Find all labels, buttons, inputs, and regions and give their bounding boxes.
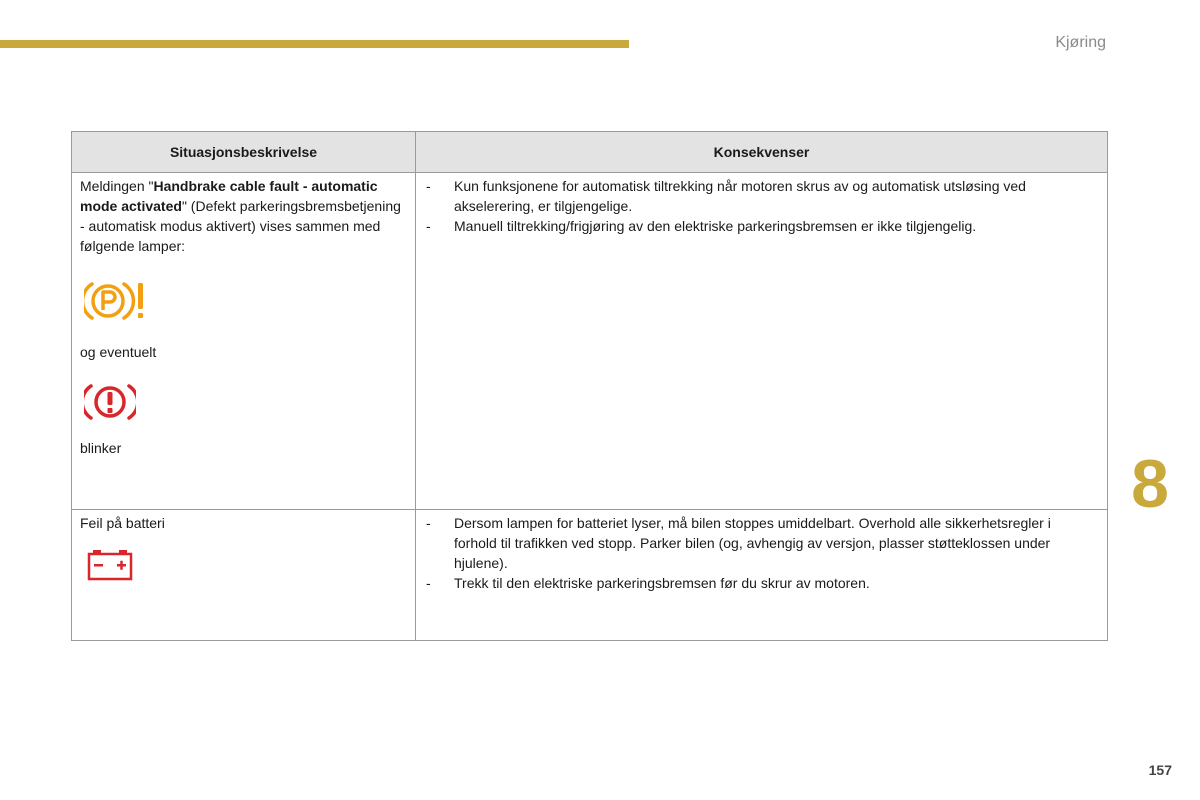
parking-brake-warning-icon <box>84 272 407 330</box>
section-title: Kjøring <box>1055 34 1106 51</box>
list-item: - Manuell tiltrekking/frigjøring av den elektriske parkeringsbremsen er ikke tilgjengelig. <box>426 218 977 234</box>
situation-cell <box>72 173 416 510</box>
list-item: - Dersom lampen for batteriet lyser, må bilen stoppes umiddelbart. Overhold alle sikkerhetsregler i forhold til trafikken ved stopp. Parker bilen (og, avhengig av versjon, plasser støtteklossen under hjulene). <box>426 515 1051 571</box>
consequences-list <box>426 513 1093 593</box>
list-item: - Kun funksjonene for automatisk tiltrekking når motoren skrus av og automatisk utsløsing ved akselerering, er tilgjengelige. <box>426 178 1026 214</box>
situation-text: Feil på batteri <box>80 515 165 531</box>
list-item: - Trekk til den elektriske parkeringsbremsen før du skrur av motoren. <box>426 575 870 591</box>
column-header-consequences: Konsekvenser <box>416 132 1108 173</box>
blinking-text: blinker <box>80 440 122 456</box>
warning-message: Handbrake cable fault - automatic mode activated <box>80 178 378 214</box>
situation-cell <box>72 510 416 641</box>
header-accent-bar <box>0 40 629 48</box>
info-table <box>71 131 1108 641</box>
table-row <box>72 510 1108 641</box>
brake-warning-icon <box>84 376 407 428</box>
table-header-row <box>72 132 1108 173</box>
chapter-number: 8 <box>1131 446 1169 522</box>
page-number: 157 <box>1148 762 1172 778</box>
consequences-cell <box>416 173 1108 510</box>
situation-text <box>80 176 407 256</box>
optional-text: og eventuelt <box>80 344 157 360</box>
consequences-list <box>426 176 1093 236</box>
message-prefix: Meldingen " <box>80 178 154 194</box>
table-row <box>72 173 1108 510</box>
message-suffix: " (Defekt parkeringsbremsbetjening - automatisk modus aktivert) vises sammen med følgende lamper: <box>80 198 401 254</box>
battery-icon <box>86 545 407 585</box>
consequences-cell <box>416 510 1108 641</box>
column-header-situation: Situasjonsbeskrivelse <box>72 132 416 173</box>
